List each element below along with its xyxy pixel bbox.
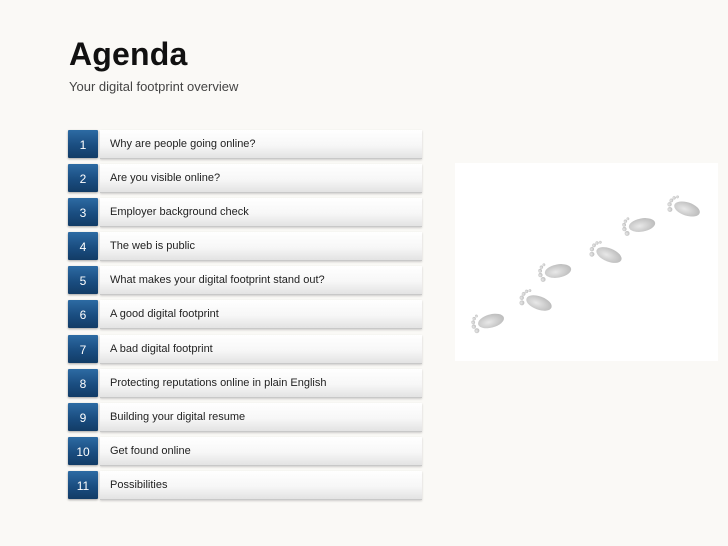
agenda-item: [68, 130, 422, 158]
agenda-item: [68, 198, 422, 226]
agenda-bar: [100, 335, 422, 364]
agenda-item: [68, 266, 422, 294]
agenda-item: [68, 164, 422, 192]
footprints-illustration: [455, 163, 718, 361]
agenda-item: [68, 369, 422, 397]
agenda-number: 5: [68, 266, 98, 294]
agenda-bar: [100, 300, 422, 329]
agenda-number: 6: [68, 300, 98, 328]
agenda-item: [68, 437, 422, 465]
agenda-label: Why are people going online?: [110, 138, 256, 150]
agenda-bar: [100, 130, 422, 159]
agenda-item: [68, 335, 422, 363]
agenda-item: [68, 300, 422, 328]
footprint: [665, 193, 703, 221]
agenda-bar: [100, 164, 422, 193]
agenda-label: What makes your digital footprint stand out?: [110, 274, 325, 286]
agenda-number: 9: [68, 403, 98, 431]
agenda-label: Building your digital resume: [110, 411, 246, 423]
agenda-label: Protecting reputations online in plain English: [110, 377, 327, 389]
agenda-label: Get found online: [110, 445, 191, 457]
agenda-label: A good digital footprint: [110, 308, 219, 320]
slide-title: Agenda: [69, 36, 188, 72]
agenda-bar: [100, 403, 422, 432]
agenda-item: [68, 232, 422, 260]
agenda-bar: [100, 198, 422, 227]
agenda-label: A bad digital footprint: [110, 343, 213, 355]
agenda-label: Are you visible online?: [110, 172, 221, 184]
footprint: [587, 238, 625, 267]
agenda-label: Possibilities: [110, 479, 168, 491]
agenda-number: 11: [68, 471, 98, 499]
agenda-label: The web is public: [110, 240, 195, 252]
slide-subtitle: Your digital footprint overview: [69, 79, 239, 94]
footprint: [469, 308, 506, 334]
footprint: [620, 213, 656, 237]
footprint: [536, 259, 572, 283]
agenda-number: 1: [68, 130, 98, 158]
agenda-number: 8: [68, 369, 98, 397]
agenda-bar: [100, 471, 422, 500]
footprint: [517, 287, 555, 316]
agenda-number: 7: [68, 335, 98, 363]
agenda-item: [68, 403, 422, 431]
agenda-number: 2: [68, 164, 98, 192]
agenda-number: 10: [68, 437, 98, 465]
agenda-bar: [100, 232, 422, 261]
footprints-icon: [455, 163, 718, 361]
agenda-item: [68, 471, 422, 499]
agenda-label: Employer background check: [110, 206, 249, 218]
agenda-number: 4: [68, 232, 98, 260]
agenda-bar: [100, 437, 422, 466]
agenda-number: 3: [68, 198, 98, 226]
agenda-bar: [100, 266, 422, 295]
agenda-bar: [100, 369, 422, 398]
